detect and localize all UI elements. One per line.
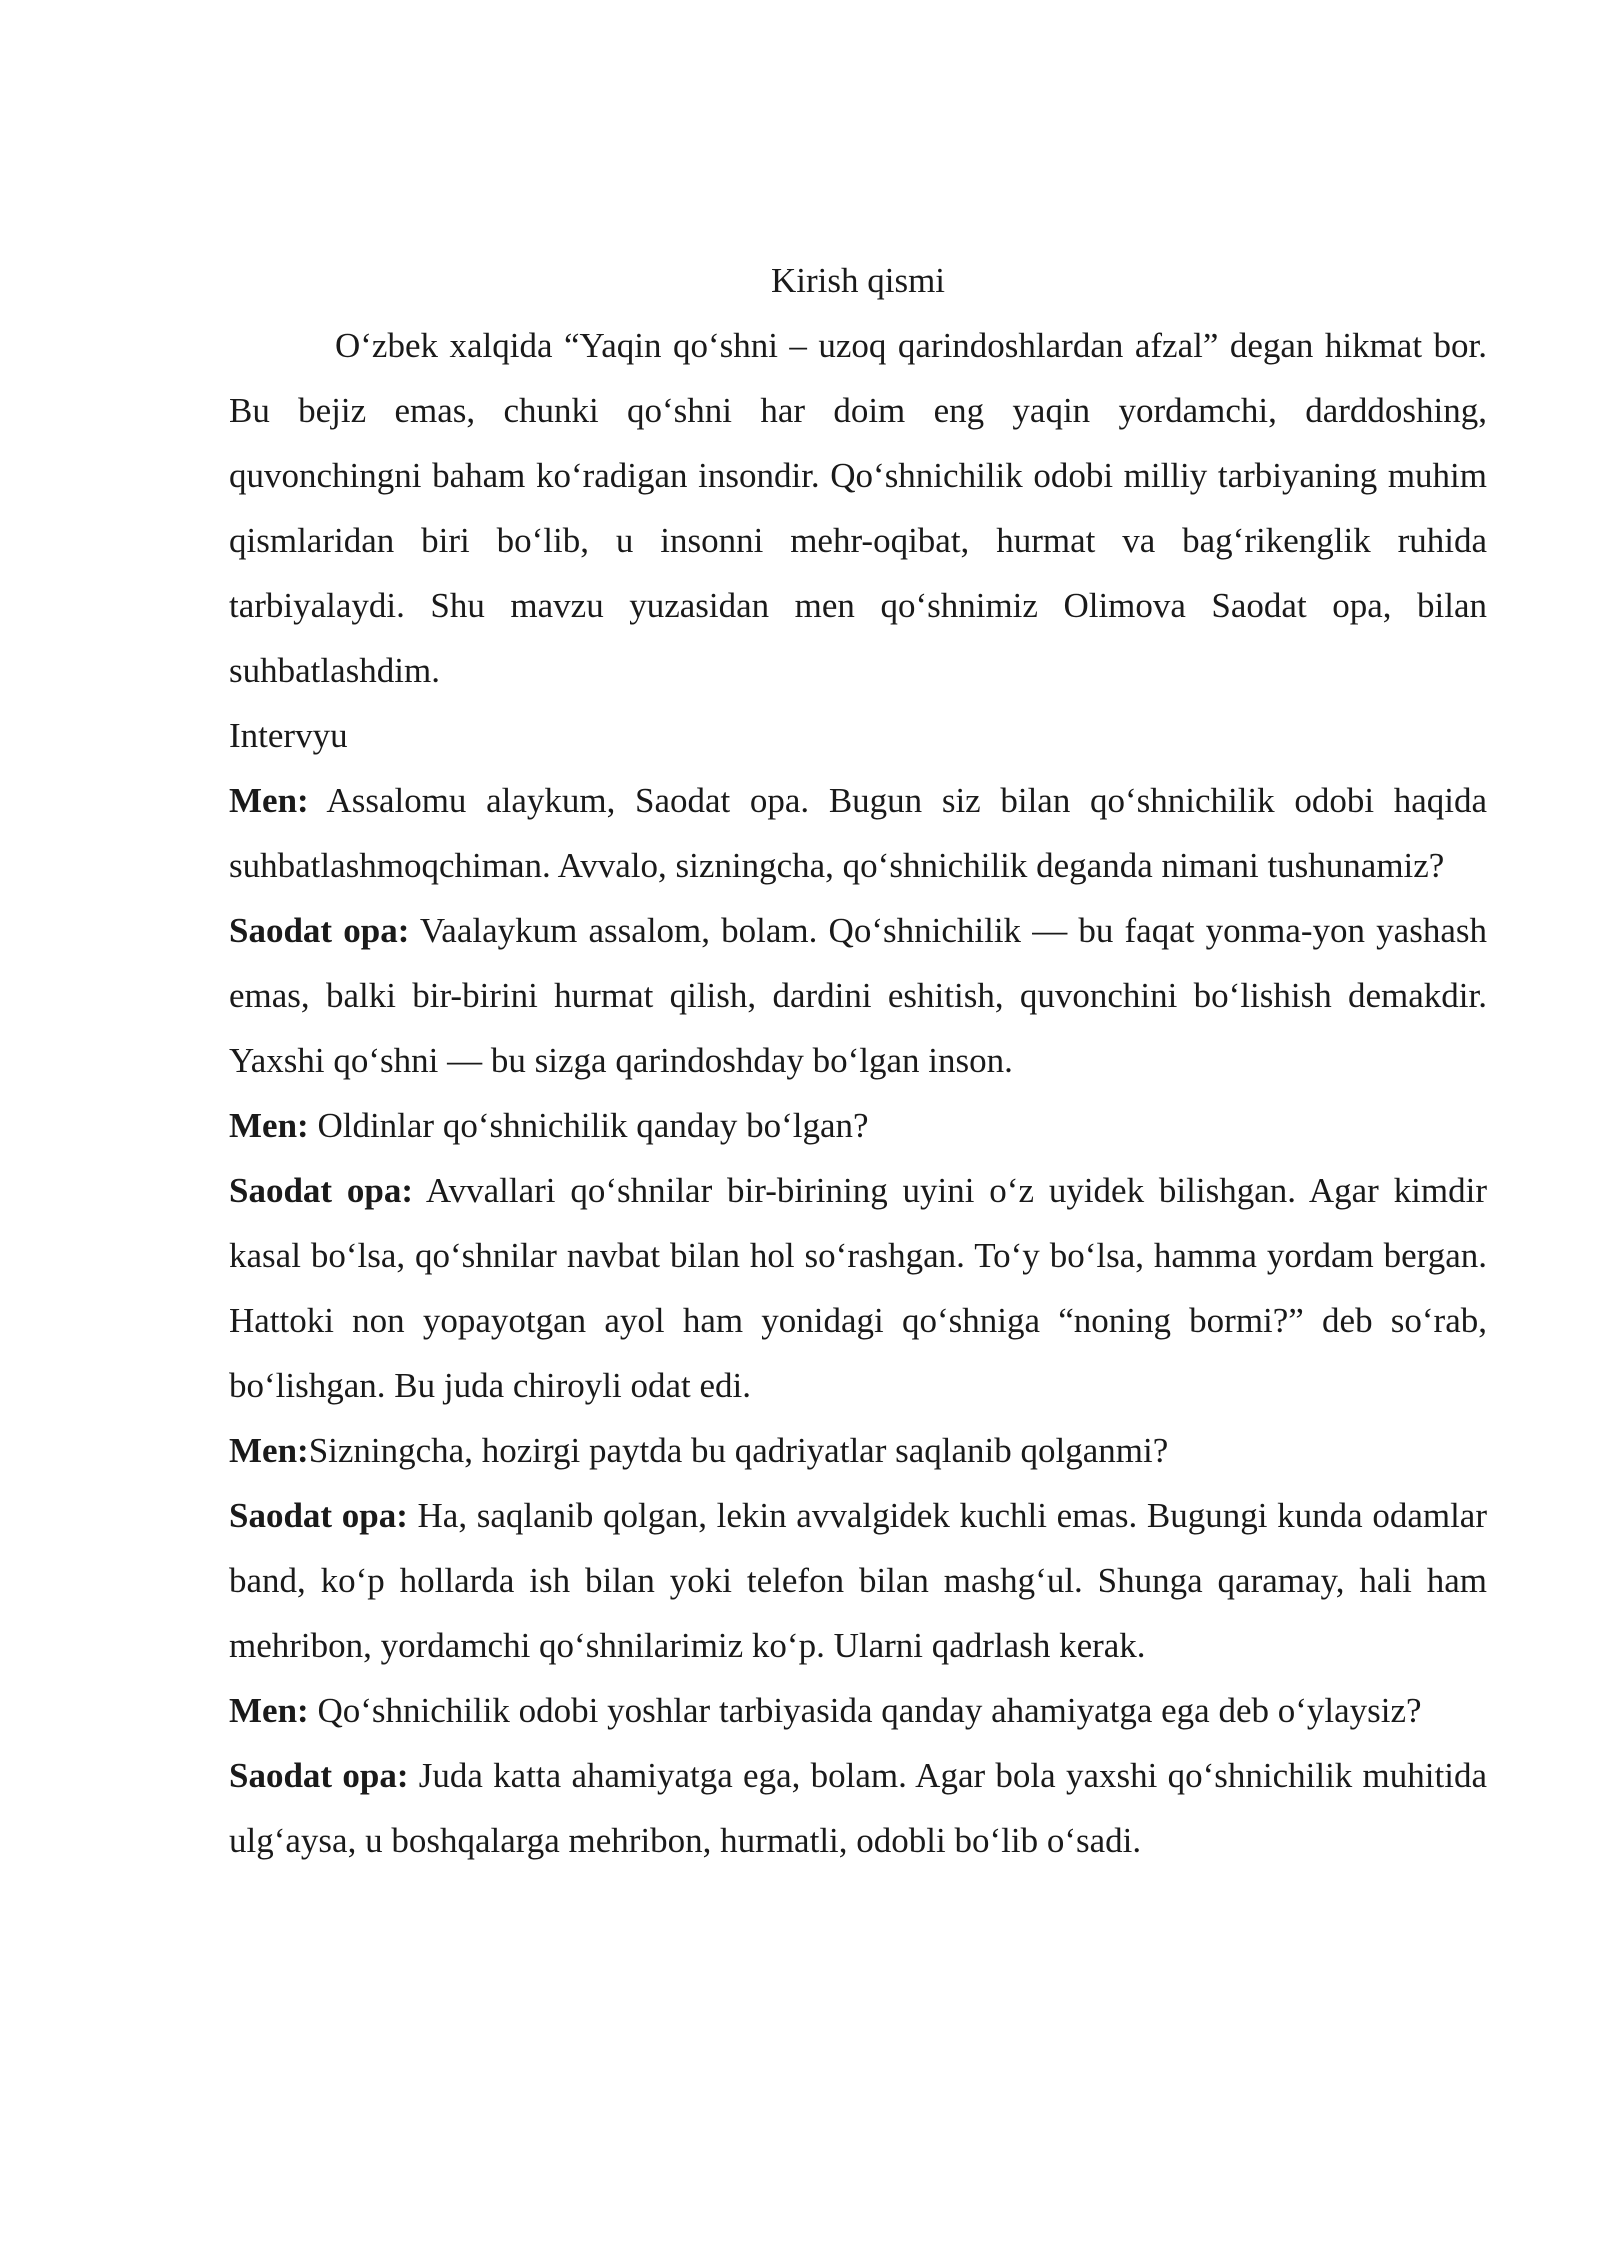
dialogue-line	[229, 768, 1487, 898]
dialogue-line	[229, 1158, 1487, 1418]
dialogue-line	[229, 1483, 1487, 1678]
speaker-label: Men:	[229, 1106, 309, 1145]
intro-paragraph: O‘zbek xalqida “Yaqin qo‘shni – uzoq qarindoshlardan afzal” degan hikmat bor. Bu bejiz emas, chunki qo‘shni har doim eng yaqin yordamchi, darddoshing, quvonchingni baham ko‘radigan insondir. Qo‘shnichilik odobi milliy tarbiyaning muhim qismlaridan biri bo‘lib, u insonni mehr-oqibat, hurmat va bag‘rikenglik ruhida tarbiyalaydi. Shu mavzu yuzasidan men qo‘shnimiz Olimova Saodat opa, bilan suhbatlashdim.	[229, 326, 1487, 690]
speaker-label: Saodat opa:	[229, 1171, 414, 1210]
speaker-label: Saodat opa:	[229, 1756, 409, 1795]
dialogue-line	[229, 1093, 1487, 1158]
speaker-label: Saodat opa:	[229, 1496, 408, 1535]
dialogue-text: Oldinlar qo‘shnichilik qanday bo‘lgan?	[308, 1106, 869, 1145]
dialogue-text: Vaalaykum assalom, bolam. Qo‘shnichilik — bu faqat yonma-yon yashash emas, balki bir-birini hurmat qilish, dardini eshitish, quvonchini bo‘lishish demakdir. Yaxshi qo‘shni — bu sizga qarindoshday bo‘lgan inson.	[229, 911, 1487, 1080]
section-heading: Intervyu	[229, 716, 348, 755]
document-page	[229, 248, 1487, 1873]
speaker-label: Men:	[229, 781, 309, 820]
dialogue-text: Sizningcha, hozirgi paytda bu qadriyatlar saqlanib qolganmi?	[308, 1431, 1169, 1470]
dialogue-text: Avvallari qo‘shnilar bir-birining uyini o‘z uyidek bilishgan. Agar kimdir kasal bo‘lsa, qo‘shnilar navbat bilan hol so‘rashgan. To‘y bo‘lsa, hamma yordam bergan. Hattoki non yopayotgan ayol ham yonidagi qo‘shniga “noning bormi?” deb so‘rab, bo‘lishgan. Bu juda chiroyli odat edi.	[229, 1171, 1487, 1405]
document-title: Kirish qismi	[770, 261, 946, 300]
dialogue-line	[229, 898, 1487, 1093]
dialogue-line	[229, 1678, 1487, 1743]
dialogue-text: Assalomu alaykum, Saodat opa. Bugun siz bilan qo‘shnichilik odobi haqida suhbatlashmoqchiman. Avvalo, sizningcha, qo‘shnichilik deganda nimani tushunamiz?	[229, 781, 1487, 885]
dialogue-line	[229, 1418, 1487, 1483]
dialogue-line	[229, 1743, 1487, 1873]
dialogue-text: Ha, saqlanib qolgan, lekin avvalgidek kuchli emas. Bugungi kunda odamlar band, ko‘p hollarda ish bilan yoki telefon bilan mashg‘ul. Shunga qaramay, hali ham mehribon, yordamchi qo‘shnilarimiz ko‘p. Ularni qadrlash kerak.	[229, 1496, 1487, 1665]
speaker-label: Saodat opa:	[229, 911, 410, 950]
speaker-label: Men:	[229, 1431, 309, 1470]
dialogue-text: Juda katta ahamiyatga ega, bolam. Agar bola yaxshi qo‘shnichilik muhitida ulg‘aysa, u boshqalarga mehribon, hurmatli, odobli bo‘lib o‘sadi.	[229, 1756, 1487, 1860]
dialogue-text: Qo‘shnichilik odobi yoshlar tarbiyasida qanday ahamiyatga ega deb o‘ylaysiz?	[308, 1691, 1422, 1730]
speaker-label: Men:	[229, 1691, 309, 1730]
